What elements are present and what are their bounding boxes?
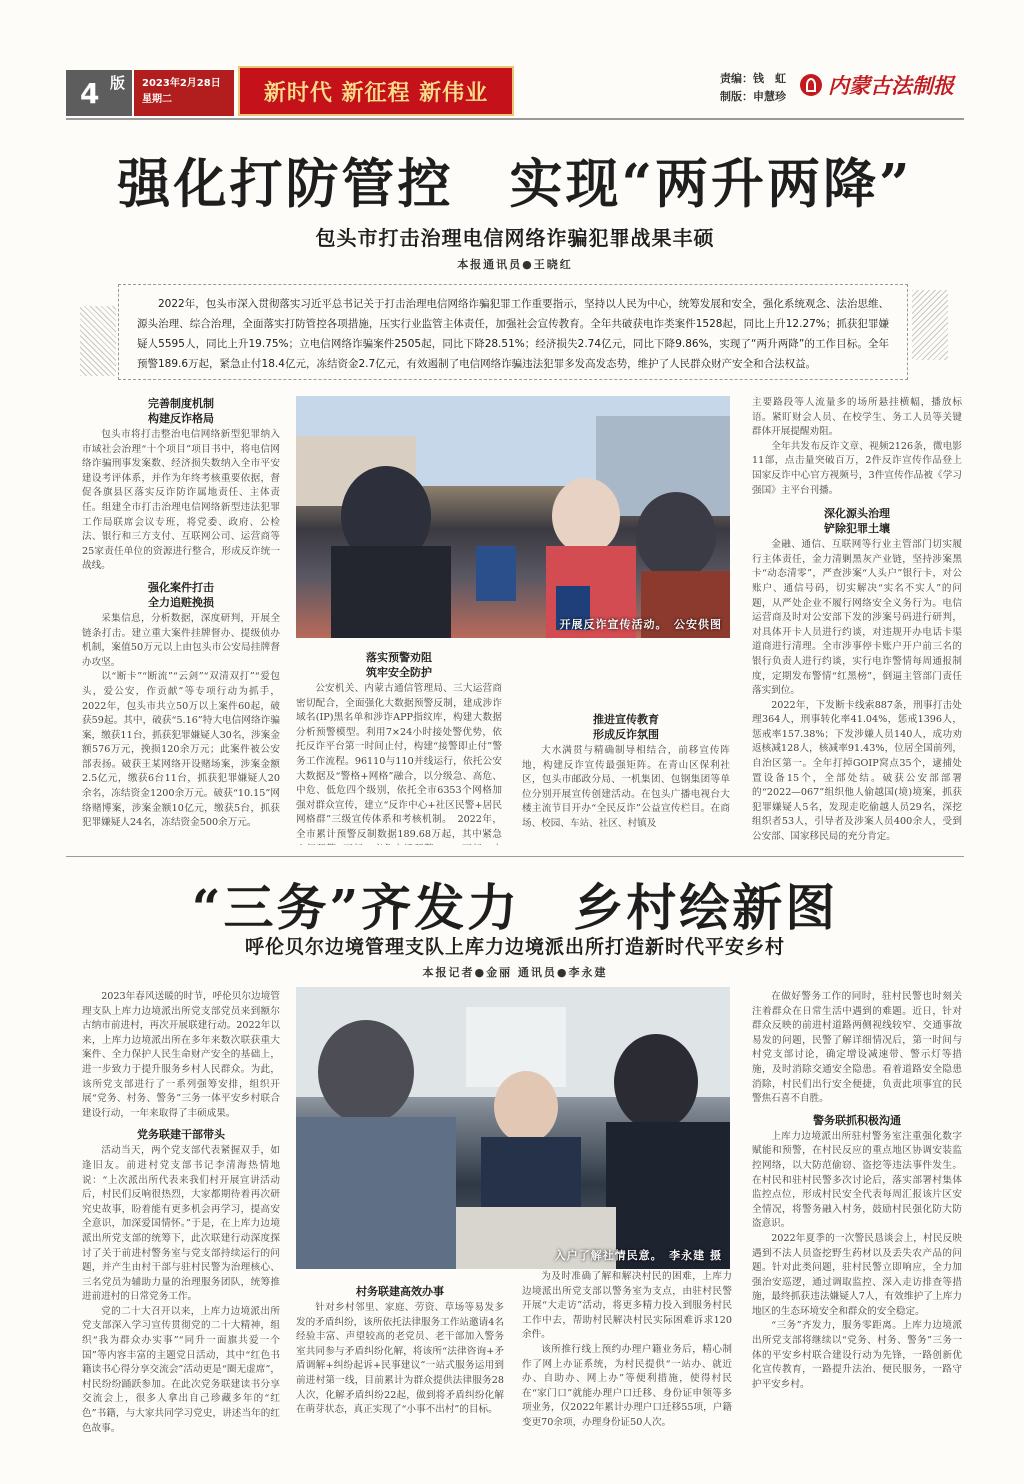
article1-photo-caption: 开展反诈宣传活动。 公安供图: [559, 618, 722, 631]
summary-hatch-left: [80, 306, 116, 376]
newspaper-name: 内蒙古法制报: [828, 73, 954, 98]
date-box: [134, 70, 234, 116]
article1-column-4: [752, 396, 962, 844]
section-heading: 落实预警劝阻 筑牢安全防护: [366, 651, 432, 679]
article2-subtitle: 呼伦贝尔边境管理支队上库力边境派出所打造新时代平安乡村: [244, 936, 785, 958]
section-body: 采集信息，分析数据，深度研判，开展全链条打击。建立重大案件挂牌督办、提级侦办机制，案值50万元以上由包头市公安局挂牌督办攻坚。: [82, 612, 280, 668]
section-body: 金融、通信、互联网等行业主管部门切实履行主体责任，金力清剿黑灰产业链，坚持涉案黑卡“动态清零”，严查涉案“人头户”银行卡，对公账户、通信号码，切实解决“实名不实人”的问题，从严处企业不履行网络安全义务行为。电信运营商及时对公安部下发的涉案号码进行研判，对具体开卡人员进行约谈，对违规开办电话卡渠道商进行清理。全市涉事停卡账户开户前三名的银行负责人进行约谈，实行电诈警情每周通报制度，定期发布警情“红黑榜”，倒逼主管部门责任落实到位。: [752, 539, 962, 697]
section-heading: 强化案件打击 全力追赃挽损: [148, 580, 214, 609]
section-heading: 完善制度机制 构建反诈格局: [148, 397, 214, 425]
article1-photo: [296, 396, 730, 638]
police-visit-illustration: [296, 987, 730, 1269]
page-number: 4: [66, 70, 132, 116]
article1-subtitle: 包头市打击治理电信网络诈骗犯罪战果丰硕: [315, 226, 715, 250]
editor-credits: [720, 70, 786, 106]
article2-column-1: [82, 990, 280, 1468]
section-heading: 警务联抓积极沟通: [813, 1113, 901, 1127]
section-body: 2022年，下发断卡线索887条，刑事打击处理364人，刑事转化率41.04%，惩戒1396人，惩戒率157.38%；下发涉嫌人员140人，成功劝返核减128人，核减率91.43%，位居全国前列，自治区第一。全年打掉GOIP窝点35个，逮捕处置设备15个，全部处结。破获公安部部署的“2022—067”组织他人偷越国(境)境案，抓获犯罪嫌疑人5名，发现走吃偷越人员29名，深挖组织者53人，引导者及涉案人员400余人，受到公安部、国家移民局的充分肯定。: [752, 699, 962, 843]
article1-summary: 2022年，包头市深入贯彻落实习近平总书记关于打击治理电信网络诈骗犯罪工作重要指示，坚持以人民为中心，统筹发展和安全，强化系统观念、法治思维、源头治理、综合治理，全面落实打防管控各项措施，压实行业监管主体责任，加强社会宣传教育。全年共破获电诈类案件1528起，同比上升12.27%；抓获犯罪嫌疑人5595人，同比上升19.75%；立电信网络诈骗案件2505起，同比下降28.51%；经济损失2.74亿元，同比下降9.86%，实现了“两升两降”的工作目标。全年预警189.6万起，紧急止付18.4亿元，冻结资金2.7亿元，有效遏制了电信网络诈骗违法犯罪多发高发态势，维护了人民群众财产安全和合法权益。: [118, 284, 908, 380]
article2-column-2: [296, 1270, 504, 1470]
article2-column-4: [752, 990, 962, 1468]
editor: 责编：钱 虹: [720, 72, 786, 85]
section-body: 在做好警务工作的同时，驻村民警也时刻关注着群众在日常生活中遇到的难题。近日，针对群众反映的前进村道路两侧视线较窄、交通事故易发的问题，民警了解详细情况后，第一时间与村党支部讨论，确定增设减速带、警示灯等措施，及时消除交通安全隐患。看着道路安全隐患消除，村民们出行安全便捷，负责此项事宜的民警焦石喜不自胜。: [752, 991, 962, 1105]
article1-title: 强化打防管控 实现“两升两降”: [117, 153, 913, 215]
section-body: 活动当天，两个党支部代表紧握双手，如逢旧友。前进村党支部书记李清海热情地说：“上次派出所代表来我们村开展宣讲活动后，村民们反响很热烈，大家都期待着再次研究史故事，盼着能有更多机会再学习，提高安全意识，加深爱国情怀。”于是，在上库力边境派出所党支部的统筹下，此次联建行动深度探讨了关于前进村警务室与党支部持续运行的问题，并产生由村干部与驻村民警为治理核心、三名党员为辅助力量的治理服务团队，统筹推进前进村的日常党务工作。: [82, 1145, 280, 1303]
section-body: 党的二十大召开以来，上库力边境派出所党支部深入学习宣传贯彻党的二十大精神，组织“我为群众办实事”“同升一面旗共爱一个国”等内容丰富的主题党日活动，其中“红色书籍读书心得分享交流会”活动更是“圈无虚席”，村民纷纷踊跃参加。在此次党务联建读书分享交流会上，很多人拿出自己珍藏多年的“红色”书籍，与大家共同学习党史，讲述当年的红色故事。: [82, 1305, 280, 1434]
section-body: 针对乡村邻里、家庭、劳资、草场等易发多发的矛盾纠纷，该所依托法律服务工作站邀请4名经验丰富、声望较高的老党员、老干部加入警务室共同参与矛盾纠纷化解，将该所“法律咨询+矛盾调解+纠纷起诉+民事建议”一站式服务运用到前进村第一线，目前累计为群众提供法律服务28人次，化解矛盾纠纷22起，做到将矛盾纠纷化解在萌芽状态，真正实现了“小事不出村”的目标。: [296, 1302, 504, 1416]
article2-photo: [296, 987, 730, 1269]
page-label: 版: [110, 74, 126, 92]
section-body: 该所推行线上预约办理户籍业务后，精心制作了网上办证系统，为村民提供“一站办、就近办、自助办、网上办”等便利措施，使得村民在“家门口”就能办理户口迁移、身份证申领等多项业务，仅2022年累计办理户口迁移55项，户籍变更70余项，办理身份证50人次。: [522, 1343, 732, 1428]
header-divider: [66, 118, 964, 120]
article1-column-1: [82, 396, 280, 836]
article2-photo-caption: 入户了解社情民意。 李永建 摄: [554, 1249, 722, 1262]
section-heading: 村务联建高效办事: [356, 1285, 444, 1298]
article1-column-2: [296, 650, 502, 845]
article1-byline: 本报通讯员●王晓红: [457, 258, 573, 271]
section-body: 以“断卡”“断流”“云剑”“双清双打”“爱包头，爱公安，作贡献”等专项行动为抓手，2022年，包头市共立50万以上案件60起，破获59起。其中，破获“5.16”特大电信网络诈骗案，缴获11台，抓获犯罪嫌疑人30名，涉案金额576万元，挽损120余万元；此案件被公安部表扬。破获王某网络开设赌场案，涉案金额2.5亿元，缴获6台11台，抓获犯罪嫌疑人20余名，冻结资金1200余万元。破获“10.15”网络赌博案，涉案金额10亿元，缴获5台，抓获犯罪嫌疑人24名，冻结资金500余万元。: [82, 671, 280, 829]
police-outreach-illustration: [296, 396, 730, 638]
producer: 制版：申慧珍: [720, 90, 786, 103]
section-slogan: 新时代 新征程 新伟业: [238, 66, 514, 116]
article2-column-3: [522, 1270, 732, 1470]
section-body: 包头市将打击整治电信网络新型犯罪纳入市域社会治理“十个项目”项目书中，将电信网络诈骗刑事发案数、经济损失数纳入全市平安建设考评体系，并作为年终考核重要依据，督促各旗县区落实反诈防诈属地责任、主体责任。组建全市打击治理电信网络新型违法犯罪工作局联席会议专班，将党委、政府、公检法、银行和三方支付、互联网公司、运营商等25家责任单位的资源进行整合，形成反诈统一战线。: [82, 429, 280, 572]
newspaper-emblem-icon: [800, 74, 822, 96]
section-body: 全年共发布反诈文章、视频2126条，微电影11部，点击量突破百万，2件反诈宣传作品登上国家反诈中心官方视频号，3件宣传作品被《学习强国》主平台刊播。: [752, 440, 962, 496]
article-divider: [66, 856, 964, 857]
article1-column-3: [522, 650, 730, 845]
newspaper-logo: [800, 70, 954, 100]
section-body: 2022年夏季的一次警民恳谈会上，村民反映遇到不法人员盗挖野生药材以及丢失农产品的问题。针对此类问题，驻村民警立即响应，全力加强治安巡逻，通过调取监控、深入走访排查等措施，最终抓获违法嫌疑人7人，有效维护了上库力地区的生态环境安全和群众的安全稳定。: [752, 1232, 962, 1317]
section-heading: 推进宣传教育 形成反诈氛围: [593, 713, 659, 741]
article2-title: “三务”齐发力 乡村绘新图: [191, 878, 839, 937]
section-body: 主要路段等人流量多的场所悬挂横幅，播放标语。紧盯财会人员、在校学生、务工人员等关键群体开展提醒劝阻。: [752, 397, 962, 438]
section-body: 上库力边境派出所驻村警务室注重强化数字赋能和预警，在村民反应的重点地区协调安装监控网络，以大防范偷窃、盗挖等违法事件发生。在村民和驻村民警多次讨论后，落实部署村集体监控点位，形成村民安全代表每周汇报该片区安全情况，将警务融入村务，鼓励村民强化防大防盗意识。: [752, 1130, 962, 1230]
section-body: 公安机关、内蒙古通信管理局、三大运营商密切配合，全面强化大数据预警反制，建成涉诈域名(IP)黑名单和涉诈APP指纹库，构建大数据分析预警模型。利用7×24小时接处警优势，依托反诈平台第一时间止付，构建“接警即止付”警务工作流程。96110与110并线运行，依托公安大数据及“警格+网格”融合，以分级急、高危、中危、低危四个级别，依托全市6353个网格加强对群众宣传，建立“反诈中心+社区民警+居民网格群”三级宣传体系和考核机制。 2022年，全市累计预警反制数据189.68万起，其中紧急: [296, 683, 502, 840]
summary-hatch-right: [912, 290, 948, 360]
issue-weekday: 星期二: [142, 94, 172, 105]
section-body: 2023年春风送暖的时节，呼伦贝尔边境管理支队上库力边境派出所党支部党员来到额尔古纳市前进村，再次开展联建行动。2022年以来，上库力边境派出所在多年来数次联获重大案件、全力保护人民生命财产安全的基础上，进一步致力于提升服务乡村人民群众。为此，该所党支部进行了一系列强筹安排，组织开展“党务、村务、警务”三务一体平安乡村联合建设行动，一年来取得了丰硕成果。: [82, 991, 280, 1119]
section-body: “三务”齐发力，服务零距离。上库力边境派出所党支部将继续以“党务、村务、警务”三务一体的平安乡村联合建设行动为先锋，一路创新优化宣传教育，一路提升法治、便民服务，一路守护平安乡村。: [752, 1320, 962, 1390]
section-heading: 深化源头治理 铲除犯罪土壤: [824, 507, 890, 536]
section-heading: 党务联建干部带头: [137, 1128, 225, 1142]
article2-byline: 本报记者●金丽 通讯员●李永建: [422, 966, 608, 979]
section-body: 为及时准确了解和解决村民的困难，上库力边境派出所党支部以警务室为支点，由驻村民警开展“大走访”活动，将更多精力投入到服务村民工作中去，帮助村民解决村民实际困难诉求120余件。: [522, 1271, 732, 1341]
section-body: 大水满贯与精确制导相结合，前移宣传阵地，构建反诈宣传最强矩阵。在青山区保利社区，包头市邮政分局、一机集团、包钢集团等单位分别开展宣传创建活动。在包头广播电视台大楼主流节目开办“全民反诈”公益宣传栏目。在商场、校园、车站、社区、村镇及: [522, 745, 730, 829]
issue-date: 2023年2月28日: [142, 78, 221, 89]
